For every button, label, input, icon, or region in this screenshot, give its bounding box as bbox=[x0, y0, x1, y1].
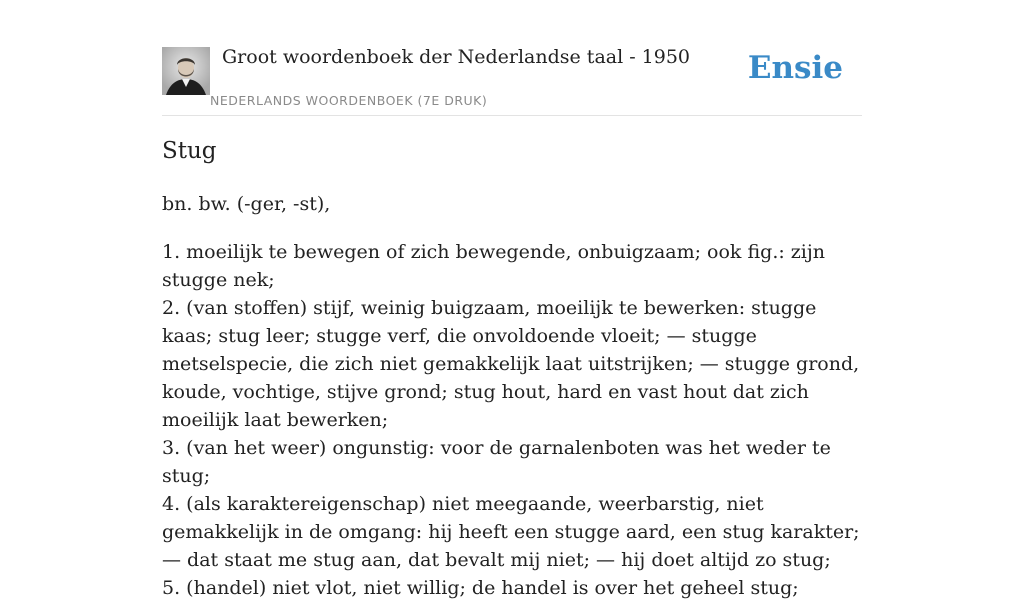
brand-logo[interactable]: Ensie bbox=[747, 50, 843, 86]
book-subtitle[interactable]: NEDERLANDS WOORDENBOEK (7E DRUK) bbox=[210, 93, 488, 108]
sense-4: 4. (als karaktereigenschap) niet meegaande, weerbarstig, niet gemakkelijk in de omgang: hij heeft een stugge aard, een stug karakter; — dat staat me stug aan, dat bevalt mij niet; — hij doet altijd zo stug; bbox=[162, 493, 860, 571]
sense-2: 2. (van stoffen) stijf, weinig buigzaam, moeilijk te bewerken: stugge kaas; stug leer; stugge verf, die onvoldoende vloeit; — stugge metselspecie, die zich niet gemakkelijk laat uitstrijken; — stugge grond, koude, vochtige, stijve grond; stug hout, hard en vast hout dat zich moeilijk laat bewerken; bbox=[162, 297, 860, 431]
book-title[interactable]: Groot woordenboek der Nederlandse taal - 1950 bbox=[222, 46, 691, 68]
definitions bbox=[162, 238, 862, 602]
author-portrait-icon bbox=[162, 47, 210, 95]
sense-3: 3. (van het weer) ongunstig: voor de garnalenboten was het weder te stug; bbox=[162, 437, 831, 487]
source-header bbox=[162, 44, 862, 116]
sense-5: 5. (handel) niet vlot, niet willig; de handel is over het geheel stug; bbox=[162, 577, 799, 599]
headword: Stug bbox=[162, 138, 217, 164]
grammar-info: bn. bw. (-ger, -st), bbox=[162, 193, 331, 215]
sense-1: 1. moeilijk te bewegen of zich bewegende, onbuigzaam; ook fig.: zijn stugge nek; bbox=[162, 241, 826, 291]
